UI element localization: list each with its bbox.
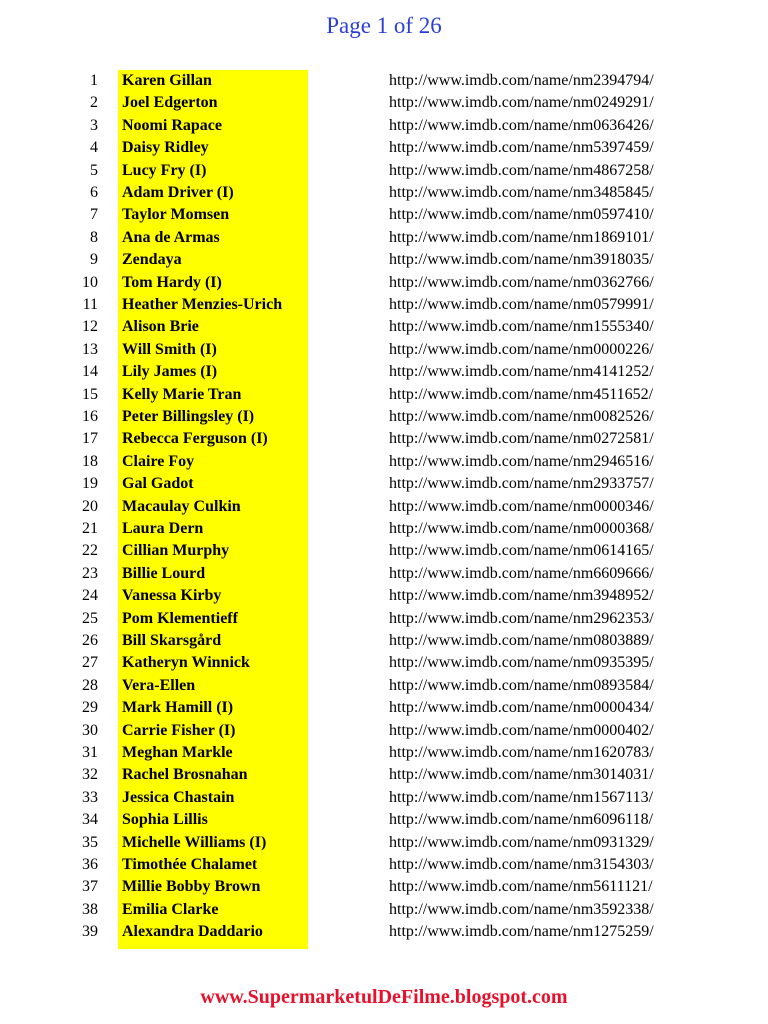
actor-name: Rachel Brosnahan [122,766,248,784]
row-number: 11 [82,296,98,313]
imdb-link[interactable]: http://www.imdb.com/name/nm6609666/ [389,564,654,582]
row-number: 6 [90,184,98,201]
list-item [0,137,768,159]
list-item [0,406,768,428]
list-item [0,451,768,473]
row-number: 9 [90,251,98,269]
imdb-link[interactable]: http://www.imdb.com/name/nm2962353/ [389,609,654,627]
row-number: 10 [82,273,98,291]
actor-name: Karen Gillan [122,72,212,89]
list-item [0,809,768,831]
row-number: 25 [82,609,98,627]
list-item [0,294,768,316]
imdb-link[interactable]: http://www.imdb.com/name/nm3154303/ [389,856,654,873]
imdb-link[interactable]: http://www.imdb.com/name/nm0000346/ [389,497,654,515]
imdb-link[interactable]: http://www.imdb.com/name/nm2394794/ [389,72,654,89]
imdb-link[interactable]: http://www.imdb.com/name/nm0931329/ [389,833,654,851]
row-number: 4 [90,139,98,157]
row-number: 15 [82,385,98,403]
list-item [0,361,768,383]
row-number: 22 [82,542,98,560]
imdb-link[interactable]: http://www.imdb.com/name/nm1275259/ [389,923,654,941]
page-number-header: Page 1 of 26 [326,13,442,38]
row-number: 8 [90,228,98,246]
list-item [0,92,768,114]
imdb-link[interactable]: http://www.imdb.com/name/nm0893584/ [389,676,654,694]
list-item [0,182,768,204]
row-number: 35 [82,833,98,851]
row-number: 27 [82,654,98,672]
row-number: 20 [82,497,98,515]
row-number: 37 [82,878,98,896]
row-number: 38 [82,900,98,918]
list-item [0,899,768,921]
actor-name: Meghan Markle [122,744,233,761]
row-number: 16 [82,408,98,425]
imdb-link[interactable]: http://www.imdb.com/name/nm0597410/ [389,206,654,224]
list-item [0,473,768,495]
imdb-link[interactable]: http://www.imdb.com/name/nm2946516/ [389,452,654,470]
imdb-link[interactable]: http://www.imdb.com/name/nm3948952/ [389,587,654,605]
imdb-link[interactable]: http://www.imdb.com/name/nm0000368/ [389,520,654,537]
row-number: 24 [82,587,98,605]
imdb-link[interactable]: http://www.imdb.com/name/nm0636426/ [389,116,654,134]
list-item [0,921,768,943]
actor-name: Lily James (I) [122,363,218,381]
imdb-link[interactable]: http://www.imdb.com/name/nm2933757/ [389,475,654,493]
list-item [0,876,768,898]
row-number: 31 [82,744,98,761]
row-number: 12 [82,318,98,336]
actor-name: Vanessa Kirby [122,587,222,605]
list-item [0,249,768,271]
list-item [0,585,768,607]
list-item [0,204,768,226]
imdb-link[interactable]: http://www.imdb.com/name/nm0362766/ [389,273,654,291]
list-item [0,496,768,518]
row-number: 33 [82,788,98,806]
list-item [0,787,768,809]
row-number: 19 [82,475,98,493]
actor-name: Jessica Chastain [122,788,235,806]
list-item [0,115,768,137]
imdb-link[interactable]: http://www.imdb.com/name/nm6096118/ [389,811,654,829]
row-number: 18 [82,452,98,470]
imdb-link[interactable]: http://www.imdb.com/name/nm3918035/ [389,251,654,269]
actor-name: Daisy Ridley [122,139,209,157]
imdb-link[interactable]: http://www.imdb.com/name/nm0000402/ [389,721,654,739]
imdb-link[interactable]: http://www.imdb.com/name/nm1567113/ [389,788,654,806]
list-item [0,854,768,876]
imdb-link[interactable]: http://www.imdb.com/name/nm0935395/ [389,654,654,672]
actor-name: Adam Driver (I) [122,184,234,201]
actor-name: Sophia Lillis [122,811,208,829]
list-item [0,630,768,652]
imdb-link[interactable]: http://www.imdb.com/name/nm5397459/ [389,139,654,157]
list-item [0,428,768,450]
list-item [0,720,768,742]
actor-name: Timothée Chalamet [122,856,258,873]
list-item [0,70,768,92]
imdb-link[interactable]: http://www.imdb.com/name/nm0614165/ [389,542,654,560]
list-item [0,764,768,786]
imdb-link[interactable]: http://www.imdb.com/name/nm1620783/ [389,744,654,761]
actor-name: Laura Dern [122,520,204,537]
row-number: 2 [90,94,98,112]
list-item [0,832,768,854]
imdb-link[interactable]: http://www.imdb.com/name/nm0579991/ [389,296,654,313]
footer-site-link[interactable]: www.SupermarketulDeFilme.blogspot.com [200,986,568,1008]
actor-name: Rebecca Ferguson (I) [122,430,268,448]
row-number: 13 [82,340,98,358]
row-number: 7 [90,206,98,224]
actor-name: Peter Billingsley (I) [122,408,255,425]
imdb-link[interactable]: http://www.imdb.com/name/nm1555340/ [389,318,654,336]
imdb-link[interactable]: http://www.imdb.com/name/nm1869101/ [389,228,654,246]
list-item [0,384,768,406]
imdb-link[interactable]: http://www.imdb.com/name/nm0000226/ [389,340,654,358]
imdb-link[interactable]: http://www.imdb.com/name/nm0000434/ [389,699,654,717]
row-number: 32 [82,766,98,784]
row-number: 29 [82,699,98,717]
actor-name: Carrie Fisher (I) [122,721,236,739]
actor-name: Cillian Murphy [122,542,230,560]
actor-name: Zendaya [122,251,182,269]
actor-name: Ana de Armas [122,228,220,246]
row-number: 23 [82,564,98,582]
list-item [0,652,768,674]
list-item [0,316,768,338]
row-number: 36 [82,856,98,873]
row-number: 39 [82,923,98,941]
imdb-link[interactable]: http://www.imdb.com/name/nm5611121/ [389,878,653,896]
list-item [0,675,768,697]
list-item [0,608,768,630]
actor-name: Kelly Marie Tran [122,385,242,403]
actor-name: Billie Lourd [122,564,206,582]
actor-name: Taylor Momsen [122,206,230,224]
row-number: 3 [90,116,98,134]
imdb-link[interactable]: http://www.imdb.com/name/nm3592338/ [389,900,654,918]
list-item [0,227,768,249]
actor-name: Lucy Fry (I) [122,161,207,179]
actor-name: Tom Hardy (I) [122,273,222,291]
actor-name: Claire Foy [122,452,195,470]
imdb-link[interactable]: http://www.imdb.com/name/nm0272581/ [389,430,654,448]
list-item [0,160,768,182]
actor-name: Alexandra Daddario [122,923,263,941]
actor-name: Noomi Rapace [122,116,222,134]
imdb-link[interactable]: http://www.imdb.com/name/nm3485845/ [389,184,654,201]
imdb-link[interactable]: http://www.imdb.com/name/nm0082526/ [389,408,654,425]
actor-name: Joel Edgerton [122,94,218,112]
imdb-link[interactable]: http://www.imdb.com/name/nm3014031/ [389,766,654,784]
row-number: 30 [82,721,98,739]
actor-name: Bill Skarsgård [122,632,222,649]
list-item [0,540,768,562]
row-number: 26 [82,632,98,649]
actor-name: Michelle Williams (I) [122,833,267,851]
imdb-link[interactable]: http://www.imdb.com/name/nm0803889/ [389,632,654,649]
row-number: 34 [82,811,98,829]
imdb-link[interactable]: http://www.imdb.com/name/nm4141252/ [389,363,654,381]
list-item [0,742,768,764]
actor-name: Heather Menzies-Urich [122,296,283,313]
row-number: 5 [90,161,98,179]
list-item [0,518,768,540]
row-number: 1 [90,72,98,89]
row-number: 21 [82,520,98,537]
actor-name: Pom Klementieff [122,609,238,627]
list-item [0,339,768,361]
actor-name: Gal Gadot [122,475,194,493]
row-number: 14 [82,363,98,381]
actor-name: Will Smith (I) [122,340,217,358]
actor-name: Emilia Clarke [122,900,219,918]
imdb-link[interactable]: http://www.imdb.com/name/nm4511652/ [389,385,654,403]
imdb-link[interactable]: http://www.imdb.com/name/nm0249291/ [389,94,654,112]
row-number: 28 [82,676,98,694]
actor-name: Alison Brie [122,318,199,336]
actor-name: Millie Bobby Brown [122,878,261,896]
list-item [0,272,768,294]
list-item [0,697,768,719]
actor-name: Macaulay Culkin [122,497,241,515]
actor-name: Vera-Ellen [122,676,196,694]
actor-name: Mark Hamill (I) [122,699,234,717]
list-item [0,563,768,585]
row-number: 17 [82,430,98,448]
actor-name: Katheryn Winnick [122,654,250,672]
imdb-link[interactable]: http://www.imdb.com/name/nm4867258/ [389,161,654,179]
